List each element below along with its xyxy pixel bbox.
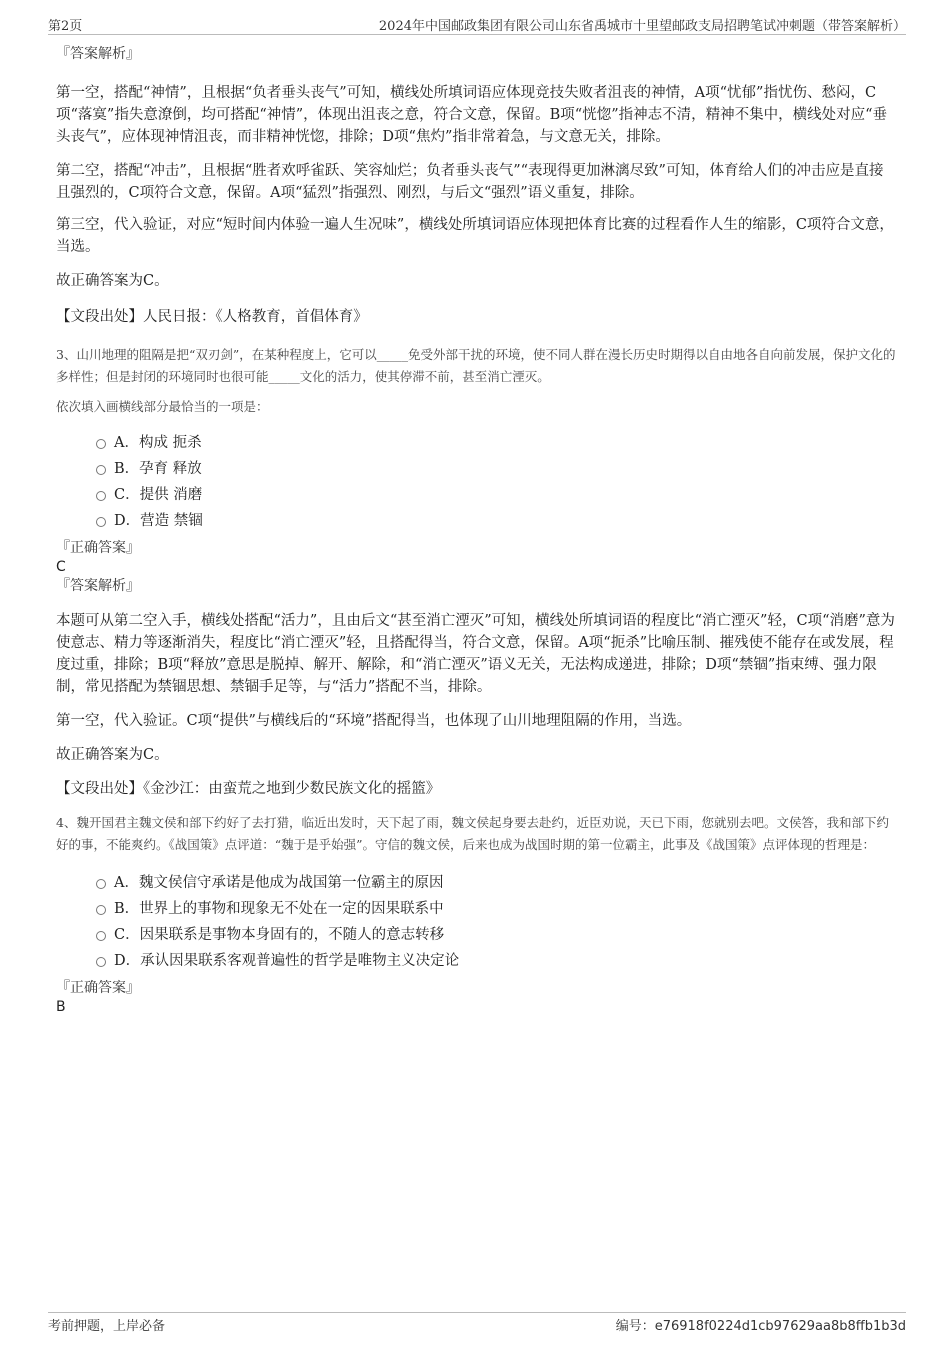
q4-options [56, 870, 896, 974]
option-label: D．营造 禁锢 [114, 513, 203, 529]
option-label: A．构成 扼杀 [114, 435, 202, 451]
code-value: e76918f0224d1cb97629aa8b8ffb1b3d [654, 1319, 906, 1334]
code-label: 编号： [615, 1319, 655, 1334]
document-title: 2024年中国邮政集团有限公司山东省禹城市十里望邮政支局招聘笔试冲刺题（带答案解析） [378, 19, 906, 34]
option-label: D．承认因果联系客观普遍性的哲学是唯物主义决定论 [114, 953, 460, 969]
q4-stem: 4、魏开国君主魏文侯和部下约好了去打猎，临近出发时，天下起了雨，魏文侯起身要去赴约，近臣劝说，天已下雨，您就别去吧。文侯答，我和部下约好的事，不能爽约。《战国策》点评道：“魏于是乎始强”。守信的魏文侯，后来也成为战国时期的第一位霸主，此事及《战国策》点评体现的哲理是： [56, 815, 889, 852]
q3-options [56, 430, 896, 534]
q3-prompt: 依次填入画横线部分最恰当的一项是： [56, 399, 269, 414]
option-label: B．世界上的事物和现象无不处在一定的因果联系中 [114, 901, 444, 917]
q3-analysis-p2: 第一空，代入验证。C项“提供”与横线后的“环境”搭配得当，也体现了山川地理阻隔的作用，当选。 [56, 713, 692, 729]
footer-slogan: 考前押题，上岸必备 [48, 1319, 166, 1334]
q4-option-a[interactable] [56, 870, 896, 896]
q2-analysis-tag: 『答案解析』 [56, 46, 140, 62]
radio-button-icon[interactable] [96, 517, 106, 527]
q2-conclusion: 故正确答案为C。 [56, 273, 169, 289]
radio-button-icon[interactable] [96, 931, 106, 941]
q4-option-d[interactable] [56, 948, 896, 974]
q3-option-a[interactable] [56, 430, 896, 456]
document-body [56, 44, 896, 1016]
q3-answer-tag: 『正确答案』 [56, 540, 140, 556]
q3-option-d[interactable] [56, 508, 896, 534]
q3-source: 【文段出处】《金沙江：由蛮荒之地到少数民族文化的摇篮》 [56, 781, 441, 797]
option-label: C．因果联系是事物本身固有的，不随人的意志转移 [114, 927, 445, 943]
q2-source: 【文段出处】人民日报：《人格教育，首倡体育》 [56, 309, 368, 325]
document-code [616, 1315, 906, 1334]
radio-button-icon[interactable] [96, 439, 106, 449]
q3-analysis-p1: 本题可从第二空入手，横线处搭配“活力”，且由后文“甚至消亡湮灭”可知，横线处所填词语的程度比“消亡湮灭”轻，C项“消磨”意为使意志、精力等逐渐消失，程度比“消亡湮灭”轻，且搭配得当，符合文意，保留。A项“扼杀”比喻压制、摧残使不能存在或发展，程度过重，排除；B项“释放”意思是脱掉、解开、解除，和“消亡湮灭”语义无关，无法构成递进，排除；D项“禁锢”指束缚、强力限制，常见搭配为禁锢思想、禁锢手足等，与“活力”搭配不当，排除。 [56, 613, 895, 695]
q2-analysis-p1: 第一空，搭配“神情”，且根据“负者垂头丧气”可知，横线处所填词语应体现竞技失败者沮丧的神情，A项“忧郁”指忧伤、愁闷，C项“落寞”指失意潦倒，均可搭配“神情”，体现出沮丧之意，符合文意，保留。B项“恍惚”指神志不清，精神不集中，横线处对应“垂头丧气”，应体现神情沮丧，而非精神恍惚，排除；D项“焦灼”指非常着急，与文意无关，排除。 [56, 85, 888, 145]
q3-option-b[interactable] [56, 456, 896, 482]
q3-stem: 3、山川地理的阻隔是把“双刃剑”，在某种程度上，它可以_____免受外部干扰的环境，使不同人群在漫长历史时期得以自由地各自向前发展，保护文化的多样性；但是封闭的环境同时也很可能_____文化的活力，使其停滞不前，甚至消亡湮灭。 [56, 347, 896, 384]
q4-answer-tag: 『正确答案』 [56, 980, 140, 996]
q3-answer: C [56, 559, 66, 575]
q4-answer: B [56, 999, 66, 1015]
q4-option-b[interactable] [56, 896, 896, 922]
option-label: C．提供 消磨 [114, 487, 203, 503]
page-header [48, 12, 906, 35]
q3-option-c[interactable] [56, 482, 896, 508]
page-footer [48, 1312, 906, 1334]
radio-button-icon[interactable] [96, 957, 106, 967]
option-label: A．魏文侯信守承诺是他成为战国第一位霸主的原因 [114, 875, 444, 891]
q2-analysis-p2: 第二空，搭配“冲击”，且根据“胜者欢呼雀跃、笑容灿烂；负者垂头丧气”“表现得更加淋漓尽致”可知，体育给人们的冲击应是直接且强烈的，C项符合文意，保留。A项“猛烈”指强烈、刚烈，与后文“强烈”语义重复，排除。 [56, 163, 884, 201]
q4-option-c[interactable] [56, 922, 896, 948]
radio-button-icon[interactable] [96, 491, 106, 501]
q2-analysis-p3: 第三空，代入验证，对应“短时间内体验一遍人生况味”，横线处所填词语应体现把体育比赛的过程看作人生的缩影，C项符合文意，当选。 [56, 217, 894, 255]
option-label: B．孕育 释放 [114, 461, 202, 477]
radio-button-icon[interactable] [96, 465, 106, 475]
page-number: 第2页 [48, 19, 83, 34]
q3-analysis-tag: 『答案解析』 [56, 578, 140, 594]
radio-button-icon[interactable] [96, 879, 106, 889]
radio-button-icon[interactable] [96, 905, 106, 915]
q3-conclusion: 故正确答案为C。 [56, 747, 169, 763]
